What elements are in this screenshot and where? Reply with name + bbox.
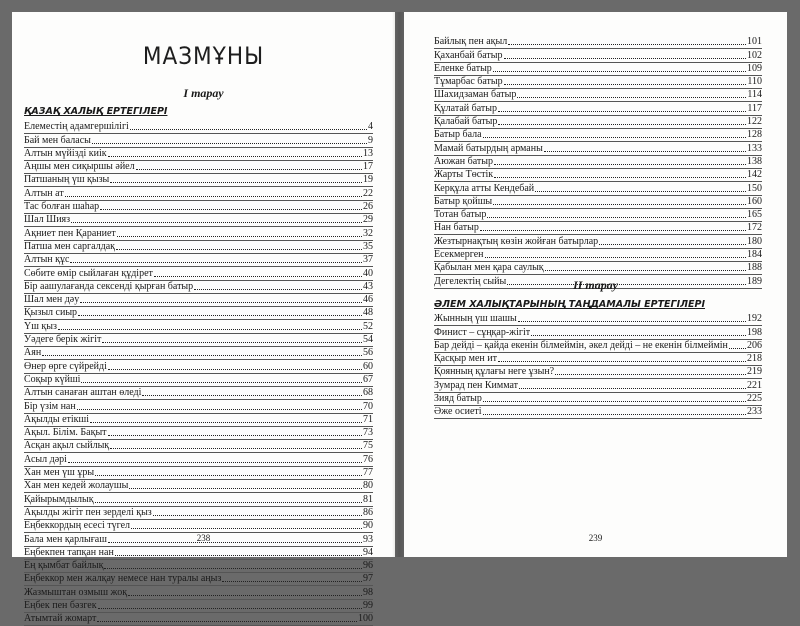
toc-entry xyxy=(24,347,373,360)
toc-entry-title: Мамай батырдың арманы xyxy=(434,142,543,154)
toc-entry-page: 67 xyxy=(363,373,373,385)
toc-entry-page: 206 xyxy=(747,339,762,351)
toc-entry-title: Алтын ат xyxy=(24,187,64,199)
toc-entry-page: 98 xyxy=(363,586,373,598)
dot-leader xyxy=(100,209,362,210)
toc-entry-page: 22 xyxy=(363,187,373,199)
toc-entry-page: 43 xyxy=(363,280,373,292)
dot-leader xyxy=(102,342,362,343)
dot-leader xyxy=(483,414,746,415)
toc-entry xyxy=(24,586,373,599)
toc-entry-title: Қоянның құлағы неге ұзын? xyxy=(434,366,555,378)
dot-leader xyxy=(78,315,362,316)
toc-entry-page: 172 xyxy=(747,222,762,234)
toc-entry-title: Сөбите өмір сыйлаған құдірет xyxy=(24,267,153,279)
toc-entry-page: 46 xyxy=(363,294,373,306)
toc-entry xyxy=(24,148,373,161)
toc-entry-page: 35 xyxy=(363,240,373,252)
toc-entry-page: 189 xyxy=(747,275,762,287)
dot-leader xyxy=(71,222,362,223)
toc-entry-title: Хан мен үш ұры xyxy=(24,467,95,479)
dot-leader xyxy=(494,177,746,178)
toc-entry xyxy=(434,102,762,115)
toc-entry xyxy=(24,254,373,267)
chapter-label: I тарау xyxy=(183,86,224,100)
toc-entry-page: 109 xyxy=(747,62,762,74)
dot-leader xyxy=(104,568,362,569)
dot-leader xyxy=(115,555,362,556)
toc-entry-title: Аян xyxy=(24,347,42,359)
dot-leader xyxy=(494,164,746,165)
toc-entry xyxy=(24,201,373,214)
toc-entry-title: Асқан ақыл сыйлық xyxy=(24,440,110,452)
dot-leader xyxy=(498,361,746,362)
dot-leader xyxy=(487,217,746,218)
dot-leader xyxy=(485,257,747,258)
dot-leader xyxy=(544,151,746,152)
toc-entry-page: 94 xyxy=(363,546,373,558)
toc-entry-page: 221 xyxy=(747,379,762,391)
dot-leader xyxy=(65,196,362,197)
toc-entry-page: 37 xyxy=(363,254,373,266)
dot-leader xyxy=(92,143,367,144)
dot-leader xyxy=(130,129,367,130)
toc-entry xyxy=(24,480,373,493)
toc-entry xyxy=(24,161,373,174)
toc-entry-page: 86 xyxy=(363,506,373,518)
toc-entry xyxy=(434,116,762,129)
dot-leader xyxy=(58,329,362,330)
dot-leader xyxy=(116,249,362,250)
dot-leader xyxy=(110,448,362,449)
toc-entry-page: 218 xyxy=(747,353,762,365)
toc-entry-title: Бала мен қарлығаш xyxy=(24,533,107,545)
toc-entry-page: 19 xyxy=(363,174,373,186)
toc-entry xyxy=(24,427,373,440)
toc-entry-page: 219 xyxy=(747,366,762,378)
toc-entry-title: Ақниет пен Қараниет xyxy=(24,227,116,239)
toc-entry-title: Қалабай батыр xyxy=(434,116,498,128)
toc-entry xyxy=(434,169,762,182)
dot-leader xyxy=(108,369,362,370)
dot-leader xyxy=(517,97,746,98)
toc-entry-title: Тұмарбас батыр xyxy=(434,76,503,88)
toc-entry-title: Патша мен саргалдақ xyxy=(24,240,116,252)
toc-entry-page: 99 xyxy=(363,599,373,611)
toc-entry-page: 13 xyxy=(363,147,373,159)
toc-entry-title: Алтын құс xyxy=(24,254,70,266)
toc-entry-page: 80 xyxy=(363,480,373,492)
dot-leader xyxy=(68,462,362,463)
toc-entry-page: 97 xyxy=(363,573,373,585)
toc-entry-page: 233 xyxy=(747,406,762,418)
toc-entry xyxy=(24,214,373,227)
toc-entry xyxy=(434,49,762,62)
dot-leader xyxy=(95,475,362,476)
dot-leader xyxy=(81,382,362,383)
toc-entry-title: Бай мен баласы xyxy=(24,134,91,146)
toc-entry-title: Зумрад пен Киммат xyxy=(434,379,519,391)
toc-entry-page: 71 xyxy=(363,413,373,425)
toc-entry xyxy=(24,613,373,626)
toc-entry xyxy=(434,129,762,142)
dot-leader xyxy=(90,422,362,423)
toc-entry xyxy=(434,196,762,209)
dot-leader xyxy=(504,58,746,59)
toc-entry xyxy=(24,467,373,480)
dot-leader xyxy=(531,335,746,336)
toc-entry-title: Жазмыштан озмыш жоқ xyxy=(24,586,128,598)
page-title: МАЗМҰНЫ xyxy=(142,42,265,70)
toc-entry xyxy=(434,209,762,222)
toc-entry-title: Қабылан мен қара саулық xyxy=(434,262,544,274)
toc-entry-title: Шал Шияз xyxy=(24,214,71,226)
dot-leader xyxy=(117,236,362,237)
dot-leader xyxy=(153,515,362,516)
toc-entry-title: Шал мен дәу xyxy=(24,294,80,306)
toc-entry xyxy=(434,36,762,49)
toc-entry-title: Патшаның үш қызы xyxy=(24,174,110,186)
dot-leader xyxy=(97,621,357,622)
toc-entry-title: Финист – сұңқар-жігіт xyxy=(434,326,531,338)
toc-entry-page: 40 xyxy=(363,267,373,279)
toc-entry xyxy=(24,320,373,333)
toc-entry xyxy=(24,187,373,200)
toc-entry xyxy=(24,281,373,294)
toc-entry-page: 93 xyxy=(363,533,373,545)
toc-entry-title: Алтын мүйізді киік xyxy=(24,147,107,159)
toc-entry xyxy=(24,400,373,413)
toc-list xyxy=(434,36,762,289)
dot-leader xyxy=(493,204,746,205)
toc-entry-page: 128 xyxy=(747,129,762,141)
toc-entry-page: 56 xyxy=(363,347,373,359)
dot-leader xyxy=(154,276,362,277)
toc-entry-page: 198 xyxy=(747,326,762,338)
toc-entry-page: 225 xyxy=(747,393,762,405)
toc-entry xyxy=(24,547,373,560)
toc-entry-title: Байлық пен ақыл xyxy=(434,36,508,48)
dot-leader xyxy=(194,289,362,290)
toc-entry-page: 180 xyxy=(747,235,762,247)
toc-entry-page: 165 xyxy=(747,209,762,221)
toc-entry-page: 110 xyxy=(747,76,762,88)
toc-entry xyxy=(24,134,373,147)
toc-entry-title: Бір үзім нан xyxy=(24,400,76,412)
toc-entry-title: Құлатай батыр xyxy=(434,102,497,114)
toc-entry-page: 9 xyxy=(368,134,373,146)
toc-entry-page: 54 xyxy=(363,334,373,346)
toc-entry xyxy=(434,222,762,235)
dot-leader xyxy=(42,355,362,356)
toc-entry xyxy=(24,453,373,466)
toc-entry-page: 133 xyxy=(747,142,762,154)
section-heading: ҚАЗАҚ ХАЛЫҚ ЕРТЕГІЛЕРІ xyxy=(24,106,168,117)
dot-leader xyxy=(599,244,746,245)
toc-entry xyxy=(434,63,762,76)
toc-entry-title: Батыр қойшы xyxy=(434,195,493,207)
toc-entry xyxy=(434,340,762,353)
toc-entry-title: Ақылды жігіт пен зерделі қыз xyxy=(24,506,152,518)
toc-entry-title: Әже осиеті xyxy=(434,406,482,418)
toc-entry-title: Есекмерген xyxy=(434,249,484,261)
toc-entry-title: Еленке батыр xyxy=(434,62,492,74)
dot-leader xyxy=(729,348,746,349)
toc-entry-title: Хан мен кедей жолаушы xyxy=(24,480,129,492)
toc-entry-title: Керқұла атты Кендебай xyxy=(434,182,535,194)
toc-entry-title: Жезтырнақтың көзін жойған батырлар xyxy=(434,235,599,247)
toc-entry xyxy=(24,440,373,453)
toc-entry-title: Аюжан батыр xyxy=(434,155,493,167)
toc-entry xyxy=(434,262,762,275)
toc-entry-title: Ақыл. Білім. Бақыт xyxy=(24,427,107,439)
dot-leader xyxy=(108,156,362,157)
toc-entry-title: Бар дейді – қайда екенін білмеймін, әкел дейді – не екенін білмеймін xyxy=(434,339,728,351)
toc-entry xyxy=(434,393,762,406)
toc-entry xyxy=(24,414,373,427)
dot-leader xyxy=(108,435,362,436)
toc-entry xyxy=(24,334,373,347)
toc-entry-page: 90 xyxy=(363,520,373,532)
toc-entry-title: Жынның үш шашы xyxy=(434,313,517,325)
toc-entry-page: 77 xyxy=(363,467,373,479)
dot-leader xyxy=(136,169,362,170)
dot-leader xyxy=(555,374,746,375)
toc-entry-title: Ең қымбат байлық xyxy=(24,560,104,572)
toc-entry xyxy=(434,156,762,169)
toc-entry-title: Асыл дәрі xyxy=(24,453,67,465)
toc-entry-title: Еңбек пен бәзгек xyxy=(24,599,97,611)
dot-leader xyxy=(70,262,362,263)
toc-entry xyxy=(24,241,373,254)
toc-entry-page: 76 xyxy=(363,453,373,465)
toc-entry xyxy=(24,600,373,613)
toc-list xyxy=(24,121,373,626)
dot-leader xyxy=(110,182,362,183)
toc-entry-title: Аңшы мен сиқыршы әйел xyxy=(24,161,135,173)
toc-entry-page: 4 xyxy=(368,121,373,133)
toc-entry xyxy=(434,313,762,326)
toc-entry xyxy=(24,507,373,520)
toc-list xyxy=(434,313,762,419)
toc-entry-page: 160 xyxy=(747,195,762,207)
dot-leader xyxy=(222,581,362,582)
toc-entry-title: Өнер өрге сүйрейді xyxy=(24,360,107,372)
toc-entry xyxy=(24,387,373,400)
dot-leader xyxy=(493,71,746,72)
toc-entry-title: Қаханбай батыр xyxy=(434,49,503,61)
dot-leader xyxy=(508,44,746,45)
dot-leader xyxy=(77,409,362,410)
dot-leader xyxy=(518,321,746,322)
toc-entry-title: Батыр бала xyxy=(434,129,482,141)
dot-leader xyxy=(519,388,746,389)
toc-entry-page: 52 xyxy=(363,320,373,332)
toc-entry xyxy=(434,76,762,89)
toc-entry-title: Атымтай жомарт xyxy=(24,613,97,625)
toc-entry-page: 122 xyxy=(747,116,762,128)
section-heading: ӘЛЕМ ХАЛЫҚТАРЫНЫҢ ТАҢДАМАЛЫ ЕРТЕГІЛЕРІ xyxy=(434,299,706,310)
dot-leader xyxy=(142,395,362,396)
toc-entry xyxy=(24,307,373,320)
toc-entry-page: 26 xyxy=(363,201,373,213)
toc-entry-title: Еңбеккор мен жалқау немесе нан туралы аңыз xyxy=(24,573,222,585)
toc-entry xyxy=(24,360,373,373)
dot-leader xyxy=(131,528,362,529)
toc-entry-page: 70 xyxy=(363,400,373,412)
toc-entry-title: Қайырымдылық xyxy=(24,493,94,505)
toc-entry-title: Соқыр күйші xyxy=(24,373,81,385)
page-number: 238 xyxy=(196,533,211,543)
toc-entry-title: Қасқыр мен ит xyxy=(434,353,497,365)
toc-entry xyxy=(434,379,762,392)
toc-entry xyxy=(24,374,373,387)
toc-entry-title: Дегелектің сыйы xyxy=(434,275,507,287)
toc-entry-page: 96 xyxy=(363,560,373,572)
dot-leader xyxy=(98,608,362,609)
toc-entry xyxy=(434,182,762,195)
chapter-label: II тарау xyxy=(573,278,618,292)
dot-leader xyxy=(545,270,746,271)
toc-entry-title: Тотан батыр xyxy=(434,209,487,221)
toc-entry xyxy=(434,249,762,262)
toc-entry-page: 142 xyxy=(747,169,762,181)
toc-entry xyxy=(24,573,373,586)
toc-entry xyxy=(24,294,373,307)
toc-entry-title: Тас болған шаһар xyxy=(24,201,100,213)
toc-entry-page: 81 xyxy=(363,493,373,505)
toc-entry xyxy=(24,520,373,533)
dot-leader xyxy=(128,595,362,596)
toc-entry xyxy=(434,235,762,248)
toc-entry-title: Ақылды етікші xyxy=(24,413,90,425)
right-page xyxy=(404,12,787,557)
toc-entry-title: Елеместің адамгершілігі xyxy=(24,121,129,133)
toc-entry-page: 138 xyxy=(747,155,762,167)
dot-leader xyxy=(480,230,746,231)
toc-entry xyxy=(24,493,373,506)
toc-entry-title: Қызыл сиыр xyxy=(24,307,78,319)
toc-entry-title: Жарты Төстік xyxy=(434,169,494,181)
toc-entry-page: 150 xyxy=(747,182,762,194)
dot-leader xyxy=(498,124,746,125)
toc-entry-page: 32 xyxy=(363,227,373,239)
toc-entry xyxy=(24,267,373,280)
toc-entry-page: 102 xyxy=(747,49,762,61)
toc-entry-page: 60 xyxy=(363,360,373,372)
toc-entry-title: Зияд батыр xyxy=(434,393,482,405)
toc-entry xyxy=(434,366,762,379)
dot-leader xyxy=(483,137,746,138)
toc-entry-title: Алтын санаған аштан өледі xyxy=(24,387,142,399)
dot-leader xyxy=(535,191,746,192)
toc-entry xyxy=(434,326,762,339)
toc-entry-page: 17 xyxy=(363,161,373,173)
page-number: 239 xyxy=(588,533,603,543)
toc-entry xyxy=(434,89,762,102)
toc-entry xyxy=(434,142,762,155)
toc-entry-title: Бір аашулағанда сексенді қырған батыр xyxy=(24,280,194,292)
toc-entry-page: 184 xyxy=(747,249,762,261)
toc-entry-title: Еңбеккордың есесі түгел xyxy=(24,520,131,532)
toc-entry-page: 117 xyxy=(747,102,762,114)
toc-entry-title: Үш қыз xyxy=(24,320,57,332)
toc-entry xyxy=(24,227,373,240)
toc-entry-page: 75 xyxy=(363,440,373,452)
toc-entry xyxy=(434,406,762,419)
dot-leader xyxy=(95,502,362,503)
toc-entry-page: 101 xyxy=(747,36,762,48)
left-page xyxy=(12,12,395,625)
toc-entry xyxy=(24,174,373,187)
toc-entry-title: Нан батыр xyxy=(434,222,479,234)
toc-entry-page: 100 xyxy=(358,613,373,625)
dot-leader xyxy=(483,401,746,402)
toc-entry-title: Еңбекпен тапқан нан xyxy=(24,546,114,558)
dot-leader xyxy=(129,488,362,489)
toc-entry-page: 68 xyxy=(363,387,373,399)
toc-entry xyxy=(434,353,762,366)
toc-entry-page: 114 xyxy=(747,89,762,101)
toc-entry-title: Шахидзаман батыр xyxy=(434,89,517,101)
toc-entry-page: 73 xyxy=(363,427,373,439)
toc-entry xyxy=(24,121,373,134)
toc-entry-page: 48 xyxy=(363,307,373,319)
toc-entry-page: 29 xyxy=(363,214,373,226)
dot-leader xyxy=(498,111,746,112)
toc-entry-page: 192 xyxy=(747,313,762,325)
dot-leader xyxy=(504,84,747,85)
dot-leader xyxy=(80,302,362,303)
toc-entry-title: Уәдеге берік жігіт xyxy=(24,334,102,346)
toc-entry xyxy=(24,560,373,573)
toc-entry-page: 188 xyxy=(747,262,762,274)
